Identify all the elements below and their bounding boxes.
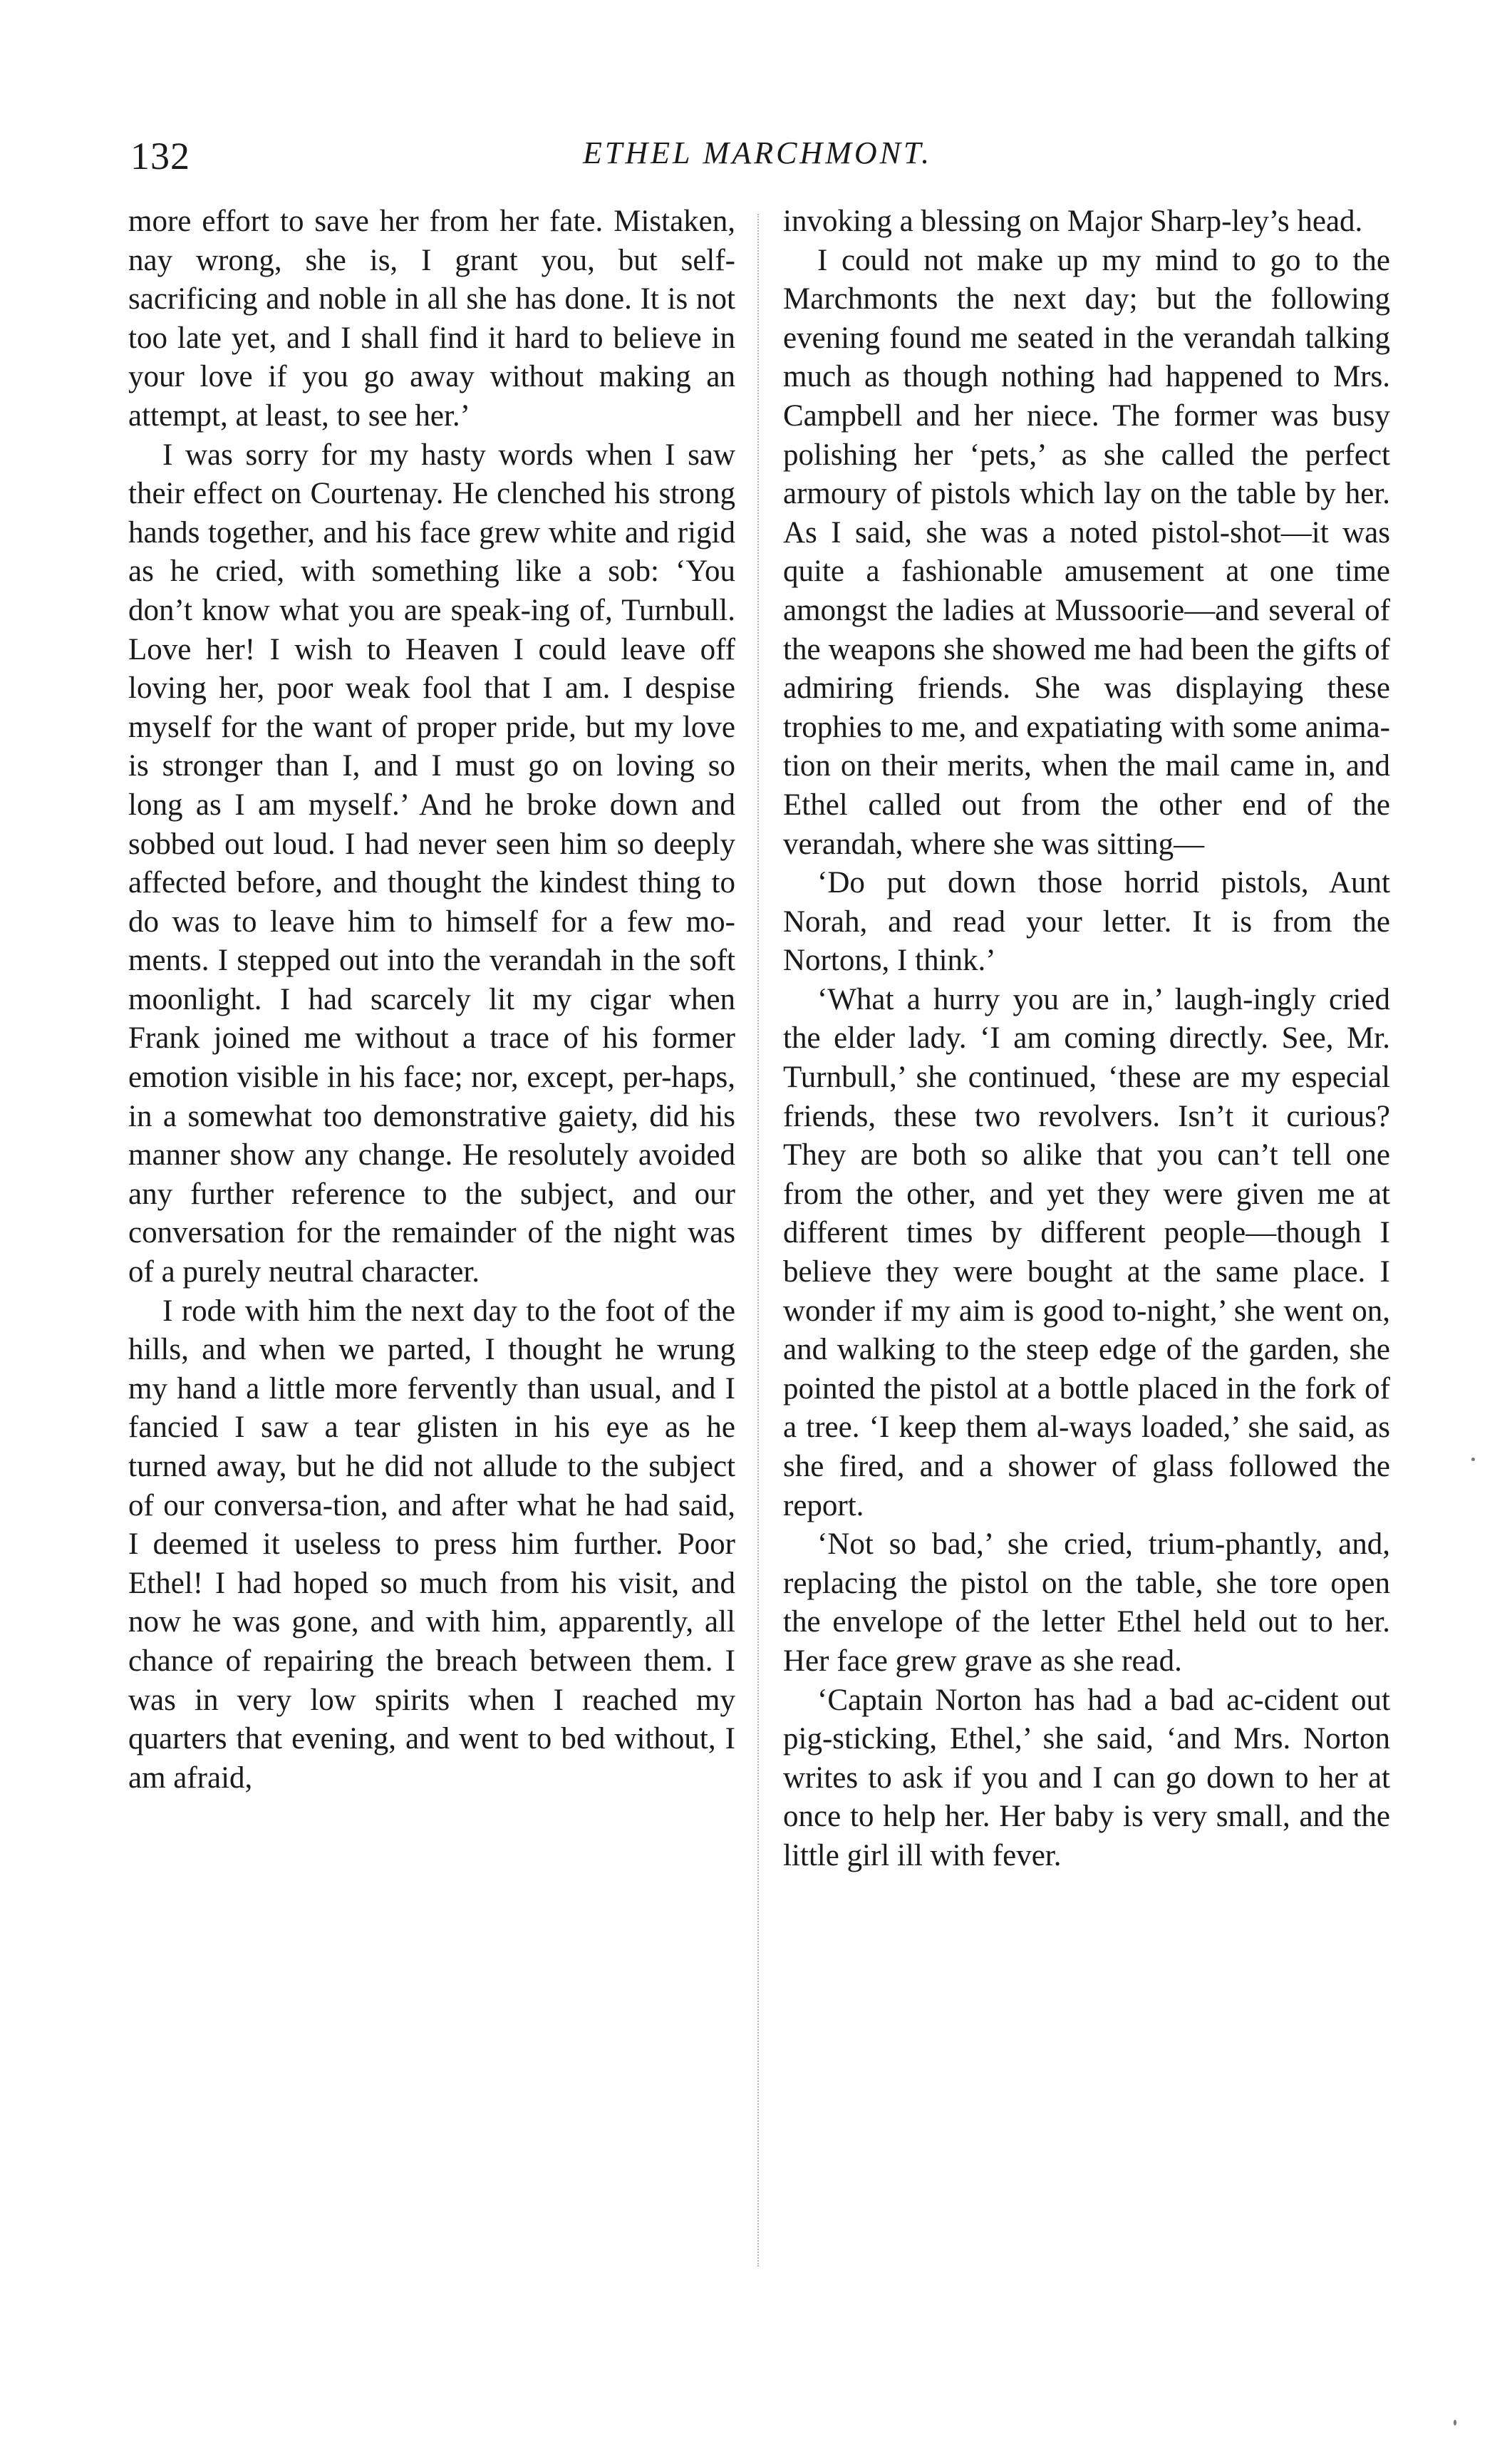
paragraph: ‘Do put down those horrid pistols, Aunt Norah, and read your letter. It is from the Nortons, I think.’ xyxy=(783,866,1390,978)
running-title: ETHEL MARCHMONT. xyxy=(583,135,933,170)
paper-speck xyxy=(1471,1458,1475,1461)
paragraph: ‘Captain Norton has had a bad ac-cident out pig-sticking, Ethel,’ she said, ‘and Mrs. Norton writes to ask if you and I can go down to her at once to help her. Her baby is very small, and the little girl ill with fever. xyxy=(783,1683,1390,1872)
left-column xyxy=(128,202,735,1798)
paragraph: ‘Not so bad,’ she cried, trium-phantly, and, replacing the pistol on the table, she tore open the envelope of the letter Ethel held out to her. Her face grew grave as she read. xyxy=(783,1527,1390,1678)
paragraph: I was sorry for my hasty words when I saw their effect on Courtenay. He clenched his strong hands together, and his face grew white and rigid as he cried, with something like a sob: ‘You don’t know what you are speak-ing of, Turnbull. Love her! I wish to Heaven I could leave off loving her, poor weak fool that I am. I despise myself for the want of proper pride, but my love is stronger than I, and I must go on loving so long as I am myself.’ And he broke down and sobbed out loud. I had never seen him so deeply affected before, and thought the kindest thing to do was to leave him to himself for a few mo-ments. I stepped out into the verandah in the soft moonlight. I had scarcely lit my cigar when Frank joined me without a trace of his former emotion visible in his face; nor, except, per-haps, in a somewhat too demonstrative gaiety, did his manner show any change. He resolutely avoided any further reference to the subject, and our conversation for the remainder of the night was of a purely neutral character. xyxy=(128,438,735,1289)
paper-speck xyxy=(1454,2420,1456,2425)
paragraph: more effort to save her from her fate. Mistaken, nay wrong, she is, I grant you, but self-sacrificing and noble in all she has done. It is not too late yet, and I shall find it hard to believe in your love if you go away without making an attempt, at least, to see her.’ xyxy=(128,205,735,433)
paragraph: ‘What a hurry you are in,’ laugh-ingly cried the elder lady. ‘I am coming directly. See, Mr. Turnbull,’ she continued, ‘these are my especial friends, these two revolvers. Isn’t it curious? They are both so alike that you can’t tell one from the other, and yet they were given me at different times by different people—though I believe they were bought at the same place. I wonder if my aim is good to-night,’ she went on, and walking to the steep edge of the garden, she pointed the pistol at a bottle placed in the fork of a tree. ‘I keep them al-ways loaded,’ she said, as she fired, and a shower of glass followed the report. xyxy=(783,982,1390,1522)
paragraph: I rode with him the next day to the foot of the hills, and when we parted, I thought he wrung my hand a little more fervently than usual, and I fancied I saw a tear glisten in his eye as he turned away, but he did not allude to the subject of our conversa-tion, and after what he had said, I deemed it useless to press him further. Poor Ethel! I had hoped so much from his visit, and now he was gone, and with him, apparently, all chance of repairing the breach between them. I was in very low spirits when I reached my quarters that evening, and went to bed without, I am afraid, xyxy=(128,1294,735,1795)
right-column xyxy=(783,202,1390,1876)
paragraph: I could not make up my mind to go to the Marchmonts the next day; but the following evening found me seated in the verandah talking much as though nothing had happened to Mrs. Campbell and her niece. The former was busy polishing her ‘pets,’ as she called the perfect armoury of pistols which lay on the table by her. As I said, she was a noted pistol-shot—it was quite a fashionable amusement at one time amongst the ladies at Mussoorie—and several of the weapons she showed me had been the gifts of admiring friends. She was displaying these trophies to me, and expatiating with some anima-tion on their merits, when the mail came in, and Ethel called out from the other end of the verandah, where she was sitting— xyxy=(783,243,1390,861)
paragraph: invoking a blessing on Major Sharp-ley’s head. xyxy=(783,205,1363,238)
page-header xyxy=(0,0,1512,177)
page-number: 132 xyxy=(130,135,190,177)
column-divider xyxy=(757,214,759,2267)
